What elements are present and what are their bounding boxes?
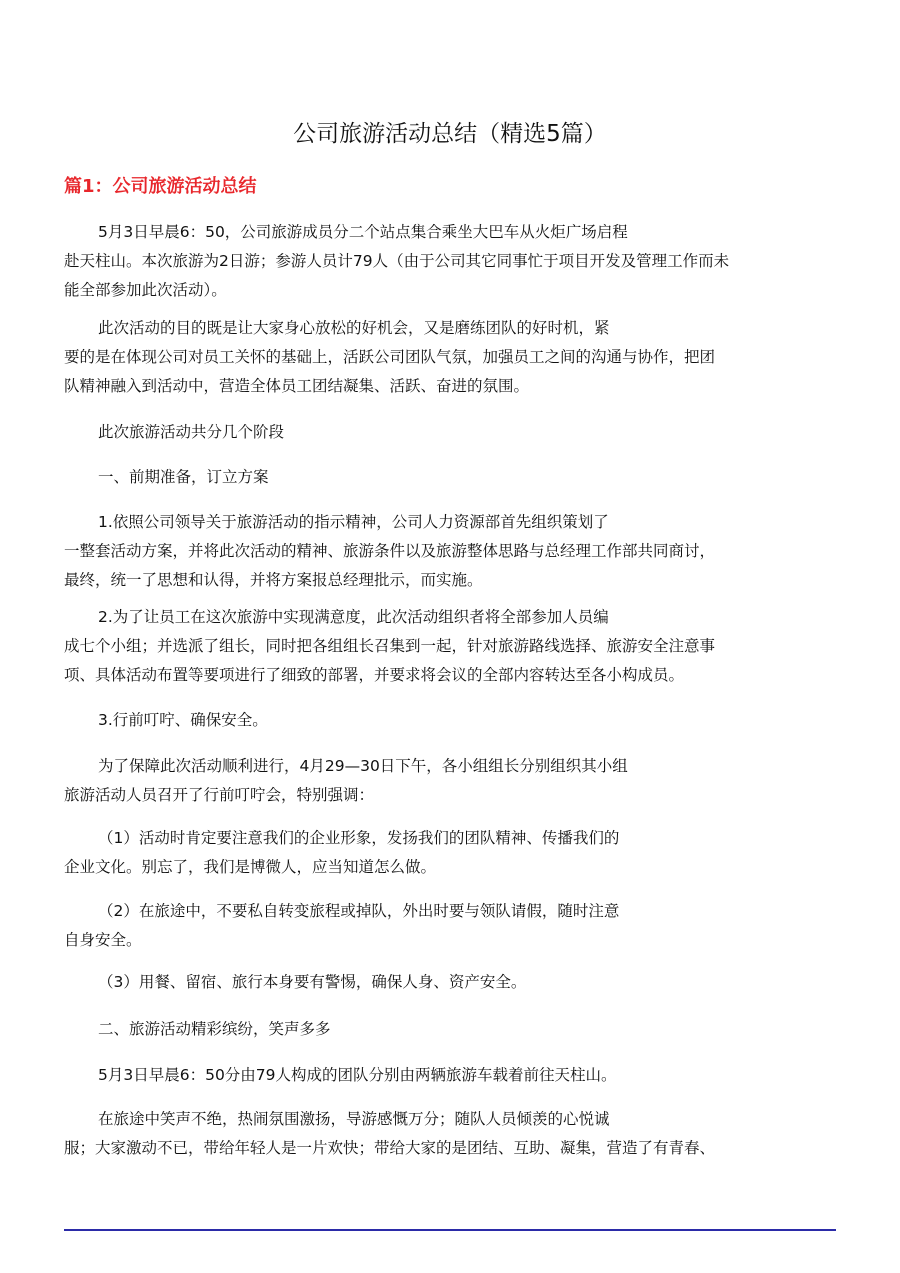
paragraph-line: 二、旅游活动精彩缤纷，笑声多多 (98, 1020, 331, 1038)
paragraph-line: 项、具体活动布置等要项进行了细致的部署，并要求将会议的全部内容转达至各小构成员。 (64, 666, 685, 684)
paragraph (64, 314, 844, 401)
paragraph (64, 603, 844, 690)
paragraph (64, 1061, 844, 1090)
footer-divider (64, 1229, 836, 1231)
paragraph-line: 此次活动的目的既是让大家身心放松的好机会，又是磨练团队的好时机，紧 (98, 319, 610, 337)
paragraph-line: 3.行前叮咛、确保安全。 (98, 711, 268, 729)
paragraph (64, 1105, 844, 1163)
paragraph (64, 824, 844, 882)
paragraph-line: 在旅途中笑声不绝，热闹氛围激扬，导游感慨万分；随队人员倾羡的心悦诚 (98, 1110, 610, 1128)
paragraph (64, 463, 844, 492)
paragraph-line: 为了保障此次活动顺利进行，4月29—30日下午，各小组组长分别组织其小组 (98, 757, 628, 775)
section-heading: 篇1：公司旅游活动总结 (64, 176, 257, 197)
paragraph-line: 1.依照公司领导关于旅游活动的指示精神，公司人力资源部首先组织策划了 (98, 513, 609, 531)
paragraph-line: （1）活动时肯定要注意我们的企业形象，发扬我们的团队精神、传播我们的 (98, 829, 620, 847)
paragraph (64, 752, 844, 810)
paragraph-line: 一整套活动方案，并将此次活动的精神、旅游条件以及旅游整体思路与总经理工作部共同商讨， (64, 542, 716, 560)
paragraph-line: 要的是在体现公司对员工关怀的基础上，活跃公司团队气氛，加强员工之间的沟通与协作，把团 (64, 348, 716, 366)
paragraph (64, 508, 844, 595)
paragraph-line: 5月3日早晨6：50，公司旅游成员分二个站点集合乘坐大巴车从火炬广场启程 (98, 223, 628, 241)
paragraph-line: （2）在旅途中，不要私自转变旅程或掉队，外出时要与领队请假，随时注意 (98, 902, 620, 920)
paragraph-line: 企业文化。别忘了，我们是博微人，应当知道怎么做。 (64, 858, 437, 876)
document-title: 公司旅游活动总结（精选5篇） (293, 121, 607, 147)
paragraph (64, 418, 844, 447)
paragraph-line: （3）用餐、留宿、旅行本身要有警惕，确保人身、资产安全。 (98, 973, 527, 991)
paragraph-line: 2.为了让员工在这次旅游中实现满意度，此次活动组织者将全部参加人员编 (98, 608, 609, 626)
paragraph (64, 706, 844, 735)
paragraph (64, 1015, 844, 1044)
paragraph-line: 5月3日早晨6：50分由79人构成的团队分别由两辆旅游车载着前往天柱山。 (98, 1066, 617, 1084)
paragraph-line: 最终，统一了思想和认得，并将方案报总经理批示，而实施。 (64, 571, 483, 589)
paragraph-line: 此次旅游活动共分几个阶段 (98, 423, 285, 441)
paragraph-line: 赴天柱山。本次旅游为2日游；参游人员计79人（由于公司其它同事忙于项目开发及管理工作而未 (64, 252, 730, 270)
paragraph-line: 一、前期准备，订立方案 (98, 468, 269, 486)
paragraph (64, 968, 844, 997)
paragraph (64, 218, 844, 305)
paragraph-line: 能全部参加此次活动）。 (64, 281, 227, 299)
paragraph-line: 自身安全。 (64, 931, 142, 949)
paragraph-line: 旅游活动人员召开了行前叮咛会，特别强调： (64, 786, 375, 804)
paragraph (64, 897, 844, 955)
paragraph-line: 成七个小组；并选派了组长，同时把各组组长召集到一起，针对旅游路线选择、旅游安全注意事 (64, 637, 716, 655)
paragraph-line: 队精神融入到活动中，营造全体员工团结凝集、活跃、奋进的氛围。 (64, 377, 530, 395)
paragraph-line: 服；大家激动不已，带给年轻人是一片欢快；带给大家的是团结、互助、凝集，营造了有青春、 (64, 1139, 716, 1157)
